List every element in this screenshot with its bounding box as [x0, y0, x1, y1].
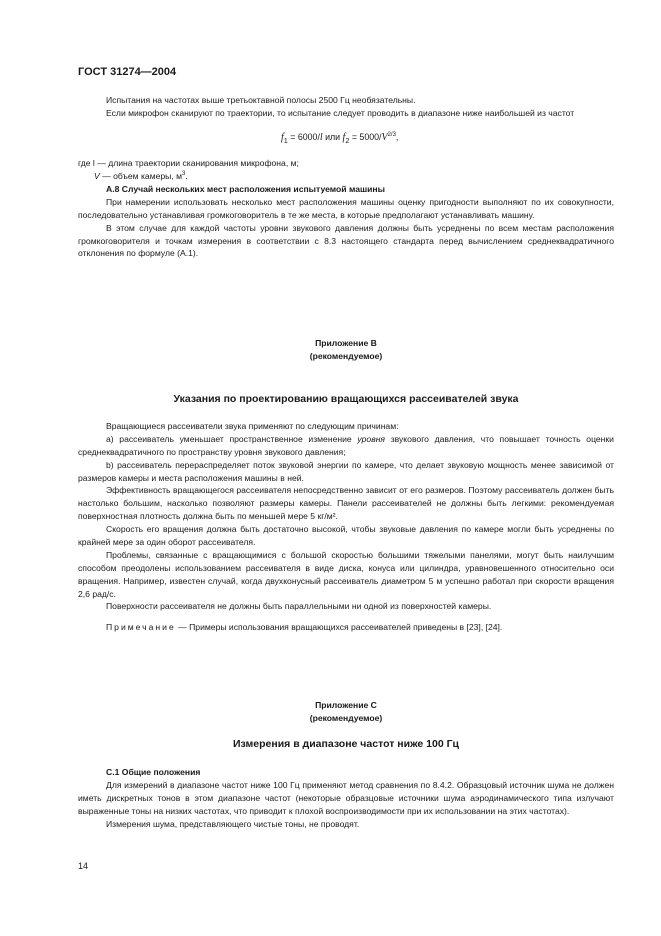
annex-label: Приложение В [315, 338, 377, 348]
annex-c-header [78, 699, 614, 725]
section-heading: А.8 Случай нескольких мест расположения испытуемой машины [106, 184, 385, 194]
annex-b-body [78, 420, 614, 613]
annex-title: Указания по проектированию вращающихся рассеивателей звука [173, 393, 519, 405]
paragraph: Если микрофон сканируют по траектории, то испытание следует проводить в диапазоне ниже наибольшей из частот [106, 107, 575, 118]
annex-b-note [78, 621, 614, 634]
section-heading: С.1 Общие положения [106, 767, 201, 777]
note: Примечание — Примеры использования вращающихся рассеивателей приведены в [23], [24]. [106, 622, 503, 632]
paragraph: Вращающиеся рассеиватели звука применяют по следующим причинам: [106, 421, 399, 431]
paragraph: Испытания на частотах выше третьоктавной полосы 2500 Гц необязательны. [106, 95, 416, 105]
annex-c-body [78, 766, 614, 830]
paragraph: Скорость его вращения должна быть достаточно высокой, чтобы звуковые давления по камере могли быть усреднены по крайней мере за один оборот рассеивателя. [78, 524, 614, 548]
annex-title: Измерения в диапазоне частот ниже 100 Гц [232, 738, 459, 750]
paragraph: Проблемы, связанные с вращающимися с большой скоростью большими тяжелыми панелями, могут быть наилучшим способом преодолены использованием рассеивателя в виде диска, конуса или цилиндра, уравновешенного относительно оси вращения. Например, известен случай, когда двухконусный рассеиватель диаметром 5 м успешно работал при скорости вращения 2,6 рад/с. [78, 549, 614, 599]
list-item: b) рассеиватель перераспределяет поток звуковой энергии по камере, что делает звуковую мощность менее зависимой от размеров камеры и места расположения машины в ней. [78, 459, 614, 483]
paragraph: Измерения шума, представляющего чистые тоны, не проводят. [106, 818, 360, 829]
paragraph: Эффективность вращающегося рассеивателя непосредственно зависит от его размеров. Поэтому рассеиватель должен быть настолько большим, насколько позволяют размеры камеры. Панели рассеивателей не должны быть легкими: рекомендуемая поверхностная плотность должна быть по меньшей мере 5 кг/м². [78, 485, 614, 522]
annex-b-header [78, 337, 614, 363]
annex-status: (рекомендуемое) [309, 712, 383, 723]
section-a8 [78, 183, 614, 260]
paragraph: В этом случае для каждой частоты уровни звукового давления должны быть усреднены по всем местам расположения громкоговорителя и точкам измерения в соответствии с 8.3 настоящего стандарта перед вычислением среднеквадратичного отклонения по формуле (А.1). [78, 222, 614, 259]
formula: $f_1 = 6000/l$ или $f_2 = 5000/V^{2/3}$, [281, 132, 399, 145]
paragraph: При намерении использовать несколько мест расположения машины оценку пригодности выполняют по их совокупности, последовательно устанавливая громкоговоритель в те же места, в которые предполагают устанавливать машину. [78, 196, 614, 220]
annex-label: Приложение С [315, 700, 377, 710]
paragraph: Для измерений в диапазоне частот ниже 100 Гц применяют метод сравнения по 8.4.2. Образцовый источник шума не должен иметь дискретных тонов в этом диапазоне частот (некоторые образцовые источники шума аэродинамического типа излучают выраженные тоны на низких частотах, что приводит к плохой воспроизводимости при их использовании на этих частотах). [78, 779, 614, 816]
paragraph: Поверхности рассеивателя не должны быть параллельными ни одной из поверхностей камеры. [106, 601, 492, 612]
annex-b-title-wrap [78, 392, 614, 408]
where-block [78, 157, 614, 183]
page-number: 14 [78, 861, 89, 871]
list-item: а) рассеиватель уменьшает пространственное изменение уровня звукового давления, что повышает точность оценки среднеквадратичного по пространству уровня звукового давления; [78, 433, 614, 457]
where-line: где l — длина траектории сканирования микрофона, м; [78, 158, 299, 168]
intro-block [78, 94, 614, 120]
annex-status: (рекомендуемое) [309, 350, 383, 361]
annex-c-title-wrap [78, 737, 614, 753]
document-header: ГОСТ 31274—2004 [78, 66, 177, 78]
where-line: V — объем камеры, $м^3$. [94, 170, 188, 181]
